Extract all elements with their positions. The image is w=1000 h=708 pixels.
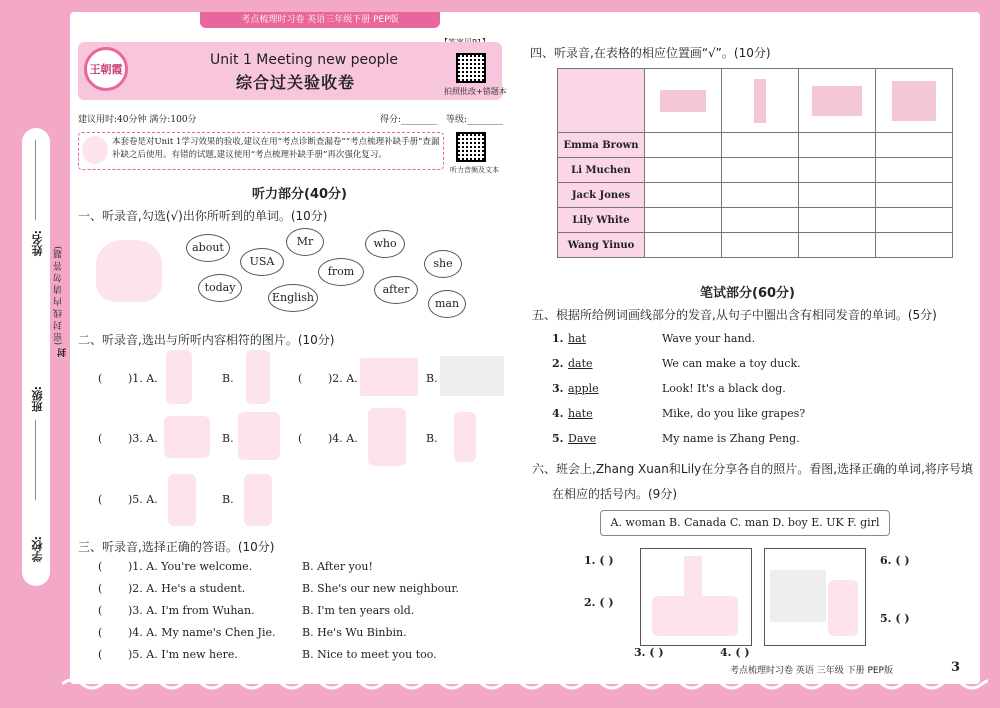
writing-section-title: 笔试部分(60分) <box>700 286 795 301</box>
check-cell[interactable] <box>876 183 953 208</box>
word-bubble: from <box>318 258 364 286</box>
word-bubble: about <box>186 234 230 262</box>
q3-paren: ( <box>98 560 103 573</box>
q5-sentence: My name is Zhang Peng. <box>662 432 800 445</box>
word-bubble: man <box>428 290 466 318</box>
q3-item-2: )2. A. He's a student. <box>128 582 246 595</box>
brand-logo: 王朝霞 <box>84 47 128 91</box>
table-row-name: Emma Brown <box>558 133 645 158</box>
listening-section-title: 听力部分(40分) <box>252 187 347 202</box>
children-picture[interactable] <box>164 416 210 458</box>
check-cell[interactable] <box>645 183 722 208</box>
time-and-score: 建议用时:40分钟 满分:100分 <box>78 115 197 125</box>
q6-title-line2: 在相应的括号内。(9分) <box>552 487 677 501</box>
name-line <box>35 140 36 220</box>
q3-option-b: B. Nice to meet you too. <box>302 648 437 661</box>
word-bubble: Mr <box>286 228 324 256</box>
cartoon-girl-icon <box>82 136 108 164</box>
check-cell[interactable] <box>876 233 953 258</box>
binding-strip <box>22 128 50 586</box>
q2-title: 二、听录音,选出与所听内容相符的图片。(10分) <box>78 333 335 347</box>
toronto-skyline <box>770 570 826 622</box>
q2-paren: ( <box>98 372 103 385</box>
q3-item-1: )1. A. You're welcome. <box>128 560 253 573</box>
q2-paren: ( <box>298 432 303 445</box>
boy-picture[interactable] <box>166 350 192 404</box>
check-cell[interactable] <box>876 158 953 183</box>
score-field: 得分:________ <box>380 115 438 125</box>
teacher-picture[interactable] <box>368 408 406 466</box>
q6-title-line1: 六、班会上,Zhang Xuan和Lily在分享各自的照片。看图,选择正确的单词,将序号填 <box>532 462 973 476</box>
great-wall-picture <box>645 69 722 133</box>
q2-paren: ( <box>98 493 103 506</box>
check-cell[interactable] <box>645 233 722 258</box>
q5-example-word: apple <box>568 382 599 395</box>
blank-4[interactable]: 4. ( ) <box>720 646 750 659</box>
check-cell[interactable] <box>645 208 722 233</box>
q2-item-3: )3. A. <box>128 432 158 445</box>
q3-title: 三、听录音,选择正确的答语。(10分) <box>78 540 275 554</box>
word-bubble: USA <box>240 248 284 276</box>
check-cell[interactable] <box>645 133 722 158</box>
q2-option-b: B. <box>222 493 234 506</box>
q3-option-b: B. I'm ten years old. <box>302 604 415 617</box>
audio-qr-caption: 听力音频及文本 <box>450 166 499 174</box>
golden-gate-picture <box>799 69 876 133</box>
q2-item-1: )1. A. <box>128 372 158 385</box>
check-cell[interactable] <box>799 133 876 158</box>
cn-tower-picture <box>876 69 953 133</box>
q3-paren: ( <box>98 648 103 661</box>
q5-number: 1. <box>552 332 564 345</box>
page-footer: 考点梳理时习卷 英语 三年级 下册 PEP版 <box>730 666 893 676</box>
top-banner: 考点梳理时习卷 英语三年级下册 PEP版 <box>200 12 440 28</box>
check-cell[interactable] <box>722 183 799 208</box>
big-ben-picture <box>722 69 799 133</box>
word-bubble: English <box>268 284 318 312</box>
q5-example-word: Dave <box>568 432 597 445</box>
q3-option-b: B. After you! <box>302 560 373 573</box>
check-cell[interactable] <box>799 158 876 183</box>
boy-card-picture[interactable] <box>168 474 196 526</box>
page-number: 3 <box>951 660 961 675</box>
qr-code-icon[interactable] <box>456 53 486 83</box>
table-row-name: Li Muchen <box>558 158 645 183</box>
qr-caption: 拍照批改+错题本 <box>444 87 507 96</box>
q3-option-b: B. He's Wu Binbin. <box>302 626 407 639</box>
check-cell[interactable] <box>799 233 876 258</box>
table-row-name: Jack Jones <box>558 183 645 208</box>
skyline-picture[interactable] <box>440 356 504 396</box>
check-cell[interactable] <box>722 208 799 233</box>
school-label: 学校: <box>31 536 44 563</box>
student-picture[interactable] <box>454 412 476 462</box>
check-cell[interactable] <box>722 133 799 158</box>
teddy-bear-icon <box>96 240 162 302</box>
q5-number: 4. <box>552 407 564 420</box>
q5-sentence: Mike, do you like grapes? <box>662 407 806 420</box>
paper-title: 综合过关验收卷 <box>236 73 356 92</box>
blank-1[interactable]: 1. ( ) <box>584 554 614 567</box>
girl-card-picture[interactable] <box>244 474 272 526</box>
q5-sentence: Look! It's a black dog. <box>662 382 786 395</box>
q5-example-word: hate <box>568 407 593 420</box>
class-line <box>35 420 36 500</box>
q2-item-5: )5. A. <box>128 493 158 506</box>
audio-qr-code-icon[interactable] <box>456 132 486 162</box>
q3-paren: ( <box>98 626 103 639</box>
q5-example-word: hat <box>568 332 587 345</box>
blank-2[interactable]: 2. ( ) <box>584 596 614 609</box>
q5-title: 五、根据所给例词画线部分的发音,从句子中圈出含有相同发音的单词。(5分) <box>532 308 937 322</box>
family-figures <box>652 596 738 636</box>
q5-number: 3. <box>552 382 564 395</box>
q2-option-b: B. <box>222 432 234 445</box>
q2-option-b: B. <box>426 372 438 385</box>
usage-note: 本套卷是对Unit 1学习效果的验收,建议在用“考点诊断查漏卷”“考点梳理补缺手册”查漏补缺之后使用。有错的试题,建议使用“考点梳理补缺手册”再次强化复习。 <box>112 137 440 160</box>
table-row-name: Lily White <box>558 208 645 233</box>
q2-item-2: )2. A. <box>328 372 358 385</box>
blank-5[interactable]: 5. ( ) <box>880 612 910 625</box>
word-bubble: after <box>374 276 418 304</box>
check-cell[interactable] <box>876 133 953 158</box>
q5-number: 5. <box>552 432 564 445</box>
q2-option-b: B. <box>426 432 438 445</box>
name-label: 姓名: <box>31 230 44 257</box>
check-cell[interactable] <box>799 183 876 208</box>
q2-option-b: B. <box>222 372 234 385</box>
girl-picture[interactable] <box>246 350 270 404</box>
tiananmen-picture[interactable] <box>360 358 418 396</box>
check-cell[interactable] <box>722 233 799 258</box>
q4-table <box>557 68 953 258</box>
q3-item-4: )4. A. My name's Chen Jie. <box>128 626 276 639</box>
level-field: 等级:________ <box>446 115 504 125</box>
q3-option-b: B. She's our new neighbour. <box>302 582 459 595</box>
q1-title: 一、听录音,勾选(√)出你所听到的单词。(10分) <box>78 209 328 223</box>
q5-number: 2. <box>552 357 564 370</box>
unit-title: Unit 1 Meeting new people <box>210 52 399 68</box>
q2-paren: ( <box>298 372 303 385</box>
q6-options: A. woman B. Canada C. man D. boy E. UK F. girl <box>600 510 890 536</box>
q5-example-word: date <box>568 357 593 370</box>
check-cell[interactable] <box>722 158 799 183</box>
girl-figure <box>828 580 858 636</box>
table-row-name: Wang Yinuo <box>558 233 645 258</box>
q5-sentence: Wave your hand. <box>662 332 756 345</box>
check-cell[interactable] <box>645 158 722 183</box>
class-label: 班级: <box>31 386 44 413</box>
blank-3[interactable]: 3. ( ) <box>634 646 664 659</box>
seal-note: (密 封 线 内 请 勿 答 题) <box>54 246 64 346</box>
check-cell[interactable] <box>799 208 876 233</box>
q3-paren: ( <box>98 604 103 617</box>
word-bubble: who <box>365 230 405 258</box>
q5-sentence: We can make a toy duck. <box>662 357 801 370</box>
q3-paren: ( <box>98 582 103 595</box>
corner-cell <box>558 69 645 133</box>
friends-picture[interactable] <box>238 412 280 460</box>
q2-paren: ( <box>98 432 103 445</box>
q2-item-4: )4. A. <box>328 432 358 445</box>
word-bubble: today <box>198 274 242 302</box>
wavy-border <box>62 676 988 692</box>
check-cell[interactable] <box>876 208 953 233</box>
word-bubble: she <box>424 250 462 278</box>
blank-6[interactable]: 6. ( ) <box>880 554 910 567</box>
q4-title: 四、听录音,在表格的相应位置画“√”。(10分) <box>530 46 771 60</box>
seal-mark: 封 <box>58 348 68 357</box>
q3-item-3: )3. A. I'm from Wuhan. <box>128 604 255 617</box>
q3-item-5: )5. A. I'm new here. <box>128 648 238 661</box>
